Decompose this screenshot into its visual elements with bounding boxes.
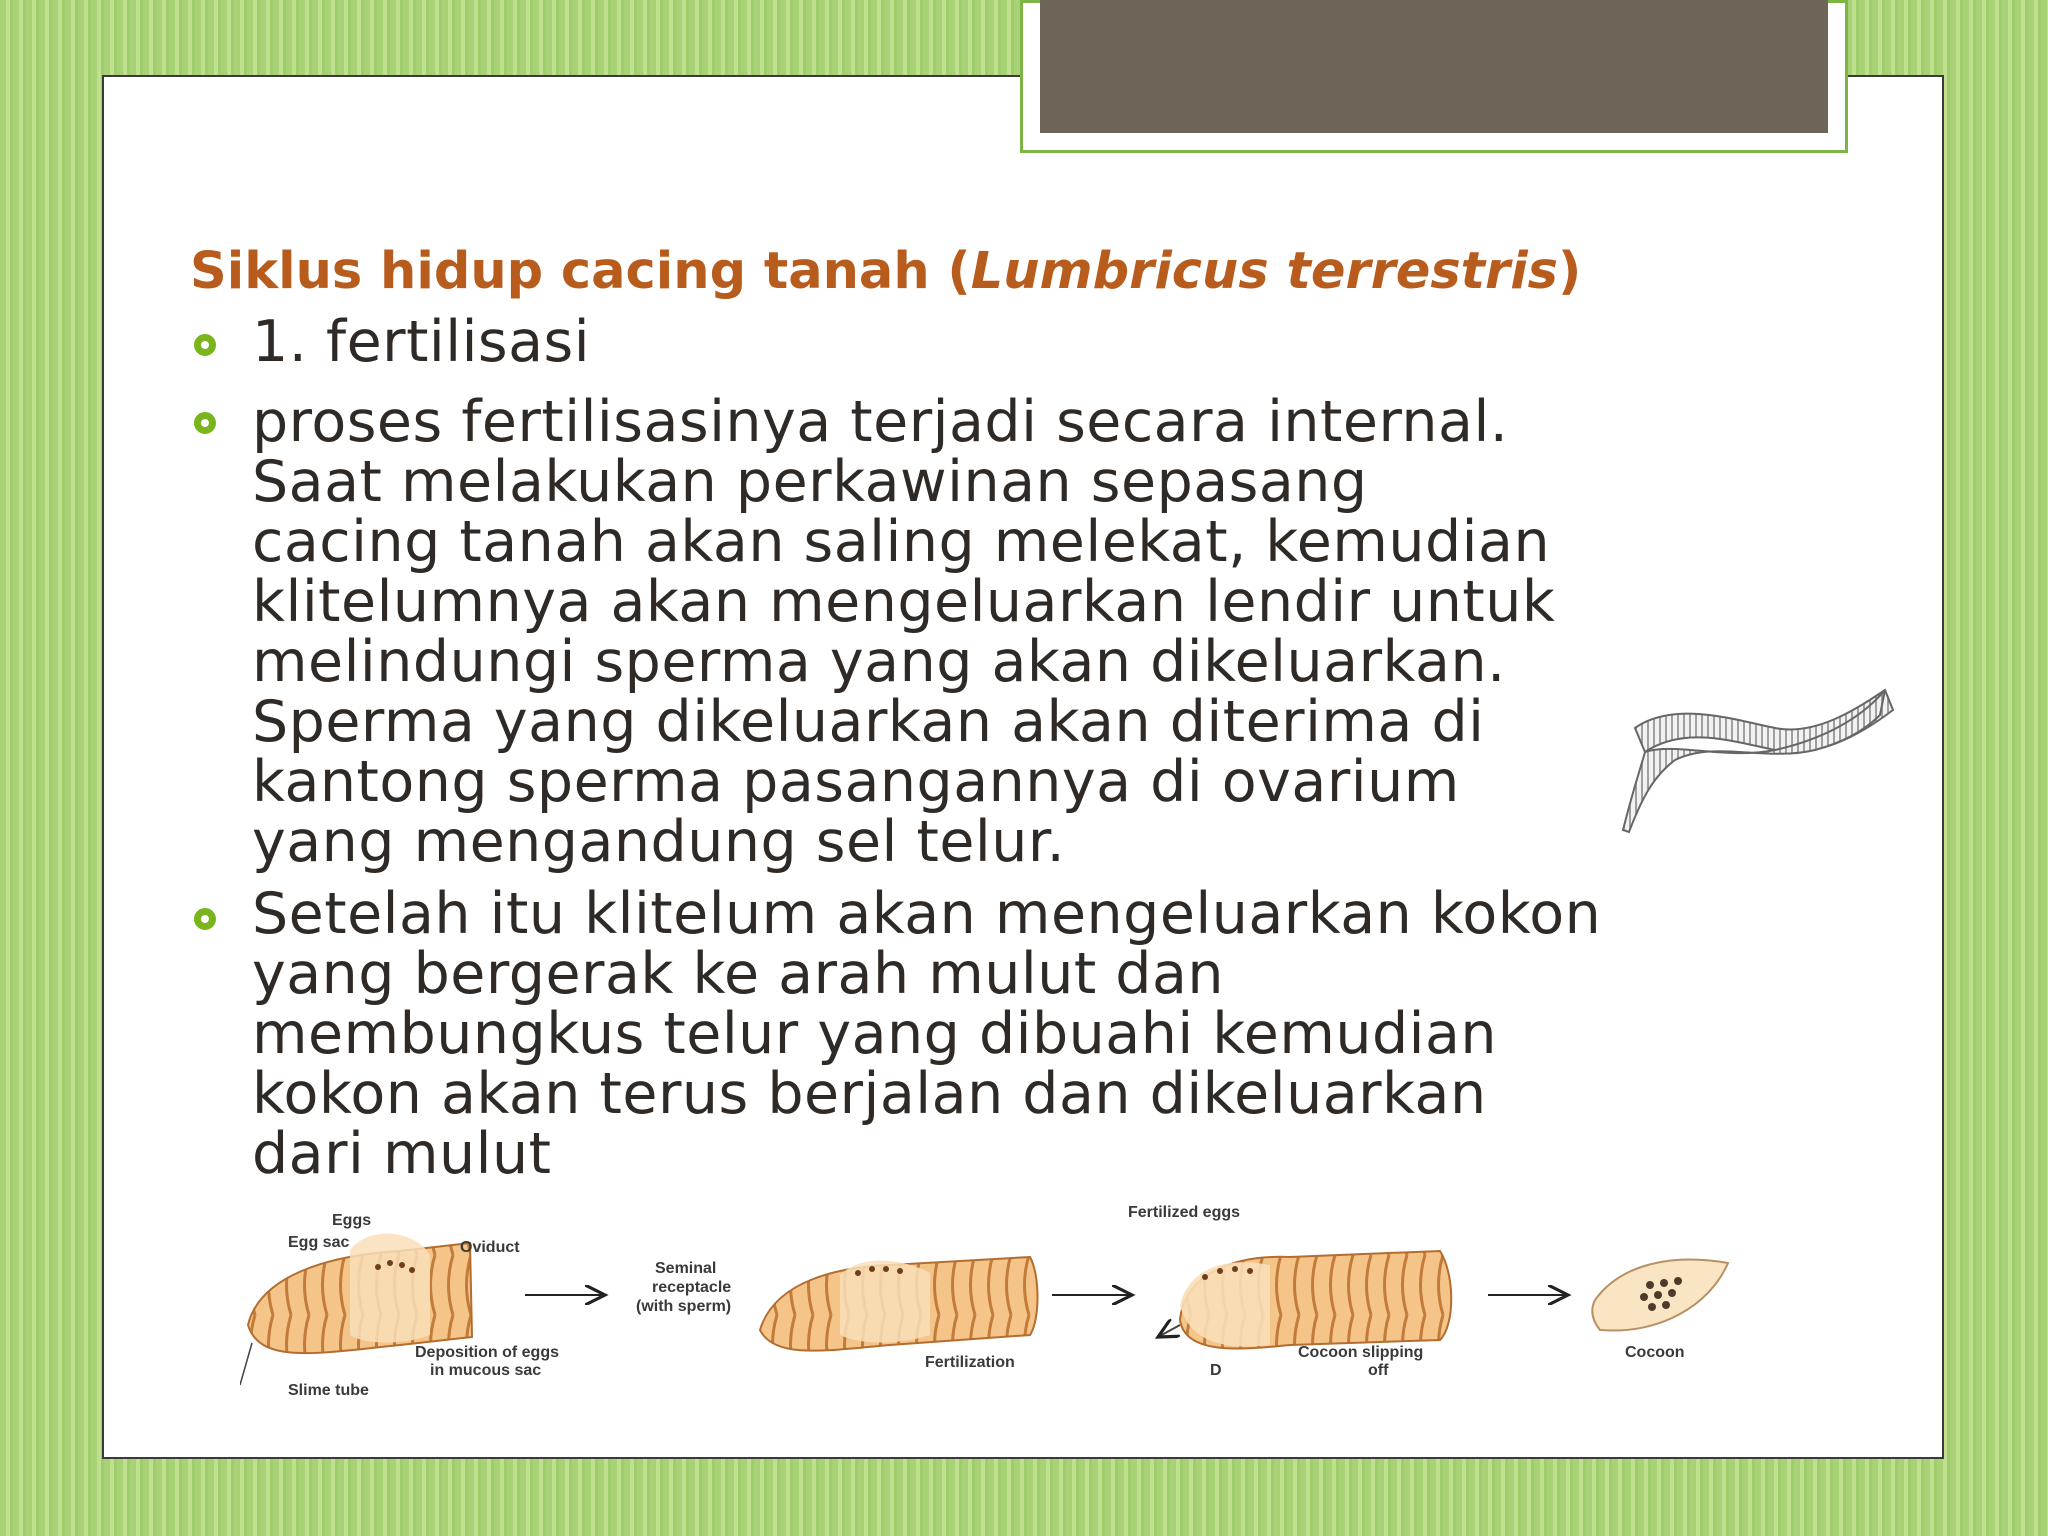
- worm-stage-2: [760, 1257, 1038, 1351]
- bullet-line: 1. fertilisasi: [252, 309, 591, 375]
- label-eggs: Eggs: [332, 1212, 372, 1229]
- label-seminal-3: (with sperm): [636, 1298, 732, 1315]
- bullet-circle-icon: [194, 334, 216, 356]
- bullet-line: yang bergerak ke arah mulut dan: [252, 941, 1225, 1007]
- label-deposition-1: Deposition of eggs: [415, 1344, 559, 1361]
- bullet-line: cacing tanah akan saling melekat, kemudian: [252, 509, 1551, 575]
- bullet-line: proses fertilisasinya terjadi secara internal.: [252, 389, 1509, 455]
- bullet-line: Setelah itu klitelum akan mengeluarkan kokon: [252, 881, 1602, 947]
- bullet-line: dari mulut: [252, 1121, 552, 1187]
- slide-title: [190, 240, 1590, 304]
- label-panel-d: D: [1210, 1362, 1222, 1379]
- label-oviduct: Oviduct: [460, 1239, 520, 1256]
- label-fertilized-eggs: Fertilized eggs: [1128, 1204, 1241, 1221]
- bullet-text: [252, 881, 1852, 1187]
- bullet-line: Sperma yang dikeluarkan akan diterima di: [252, 689, 1485, 755]
- label-cocoon-slipping-2: off: [1368, 1362, 1389, 1379]
- bullet-text: [252, 309, 1852, 375]
- label-slime-tube: Slime tube: [288, 1382, 369, 1399]
- title-suffix: ): [1558, 242, 1582, 301]
- worm-stage-3: [1158, 1251, 1451, 1349]
- label-seminal-1: Seminal: [655, 1260, 717, 1277]
- label-fertilization: Fertilization: [925, 1354, 1015, 1371]
- label-cocoon: Cocoon: [1625, 1344, 1685, 1361]
- label-egg-sac: Egg sac: [288, 1234, 350, 1251]
- bullet-line: klitelumnya akan mengeluarkan lendir untuk: [252, 569, 1556, 635]
- cocoon-formation-diagram: [240, 1195, 1740, 1410]
- label-deposition-2: in mucous sac: [430, 1362, 542, 1379]
- label-cocoon-slipping-1: Cocoon slipping: [1298, 1344, 1424, 1361]
- title-prefix: Siklus hidup cacing tanah (: [190, 242, 971, 301]
- bullet-text: [252, 389, 1852, 875]
- bullet-line: Saat melakukan perkawinan sepasang: [252, 449, 1368, 515]
- bullet-line: yang mengandung sel telur.: [252, 809, 1066, 875]
- bullet-circle-icon: [194, 908, 216, 930]
- bullet-line: kantong sperma pasangannya di ovarium: [252, 749, 1460, 815]
- label-seminal-2: receptacle: [652, 1279, 732, 1296]
- bullet-circle-icon: [194, 412, 216, 434]
- header-bar: [1040, 0, 1828, 133]
- cocoon-shape: [1592, 1260, 1728, 1331]
- title-italic: Lumbricus terrestris: [970, 242, 1559, 301]
- earthworm-illustration: [1615, 680, 1895, 840]
- bullet-line: membungkus telur yang dibuahi kemudian: [252, 1001, 1498, 1067]
- bullet-line: melindungi sperma yang akan dikeluarkan.: [252, 629, 1506, 695]
- bullet-line: kokon akan terus berjalan dan dikeluarkan: [252, 1061, 1487, 1127]
